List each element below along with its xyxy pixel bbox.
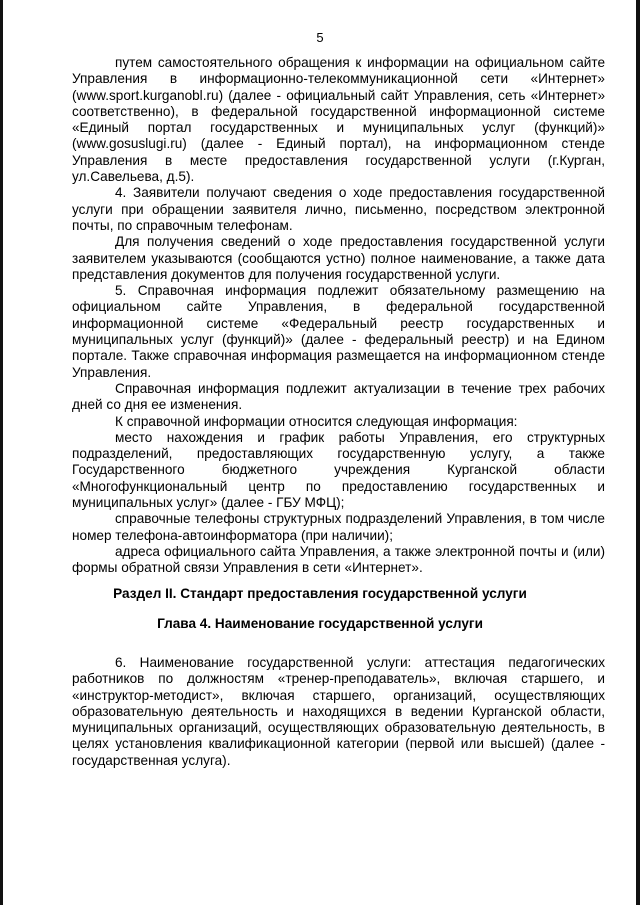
section-heading: Раздел II. Стандарт предоставления государственной услуги [113,586,527,601]
paragraph-reference-list-intro: К справочной информации относится следующая информация: [115,413,518,429]
scan-edge-left [0,0,3,905]
paragraph-item-4: 4. Заявители получают сведения о ходе предоставления государственной услуги при обращении заявителя лично, письменно, посредством электронной почты, по справочным телефонам. [72,185,605,233]
paragraph-status-info: Для получения сведений о ходе предоставления государственной услуги заявителем указываются (сообщаются устно) полное наименование, а также дата представления документов для получения государственной услуги. [72,234,605,282]
paragraph-access-methods: путем самостоятельного обращения к информации на официальном сайте Управления в информационно-телекоммуникационной сети «Интернет» (www.sport.kurganobl.ru) (далее - официальный сайт Управления, сеть «Интернет» соответственно), в федеральной государственной информационной системе «Единый портал государственных и муниципальных услуг (функций)» (www.gosuslugi.ru) (далее - Единый портал), на информационном стенде Управления в месте предоставления государственной услуги (г.Курган, ул.Савельева, д.5). [72,55,605,185]
scan-edge-right [636,0,640,905]
intro-text-block [72,55,605,577]
page-number: 5 [316,30,324,45]
chapter-heading: Глава 4. Наименование государственной услуги [157,616,483,631]
paragraph-actualization: Справочная информация подлежит актуализации в течение трех рабочих дней со дня ее изменения. [72,380,605,413]
paragraph-location-schedule: место нахождения и график работы Управления, его структурных подразделений, предоставляющих государственную услугу, а также Государственного бюджетного учреждения Курганской области «Многофункциональный центр по предоставлению государственных и муниципальных услуг» (далее - ГБУ МФЦ); [72,429,605,511]
paragraph-addresses: адреса официального сайта Управления, а также электронной почты и (или) формы обратной связи Управления в сети «Интернет». [72,543,605,576]
paragraph-item-6: 6. Наименование государственной услуги: аттестация педагогических работников по должностям «тренер-преподаватель», включая старшего, и «инструктор-методист», включая старшего, организаций, осуществляющих образовательную деятельность и находящихся в ведении Курганской области, муниципальных организаций, осуществляющих образовательную деятельность, в целях установления квалификационной категории (первой или высшей) (далее - государственная услуга). [72,655,605,768]
paragraph-item-5: 5. Справочная информация подлежит обязательному размещению на официальном сайте Управления, в федеральной государственной информационной системе «Федеральный реестр государственных и муниципальных услуг (функций)» (далее - федеральный реестр) и на Едином портале. Также справочная информация размещается на информационном стенде Управления. [72,283,605,380]
chapter-text-block [72,655,605,769]
paragraph-phones: справочные телефоны структурных подразделений Управления, в том числе номер телефона-автоинформатора (при наличии); [72,511,605,543]
